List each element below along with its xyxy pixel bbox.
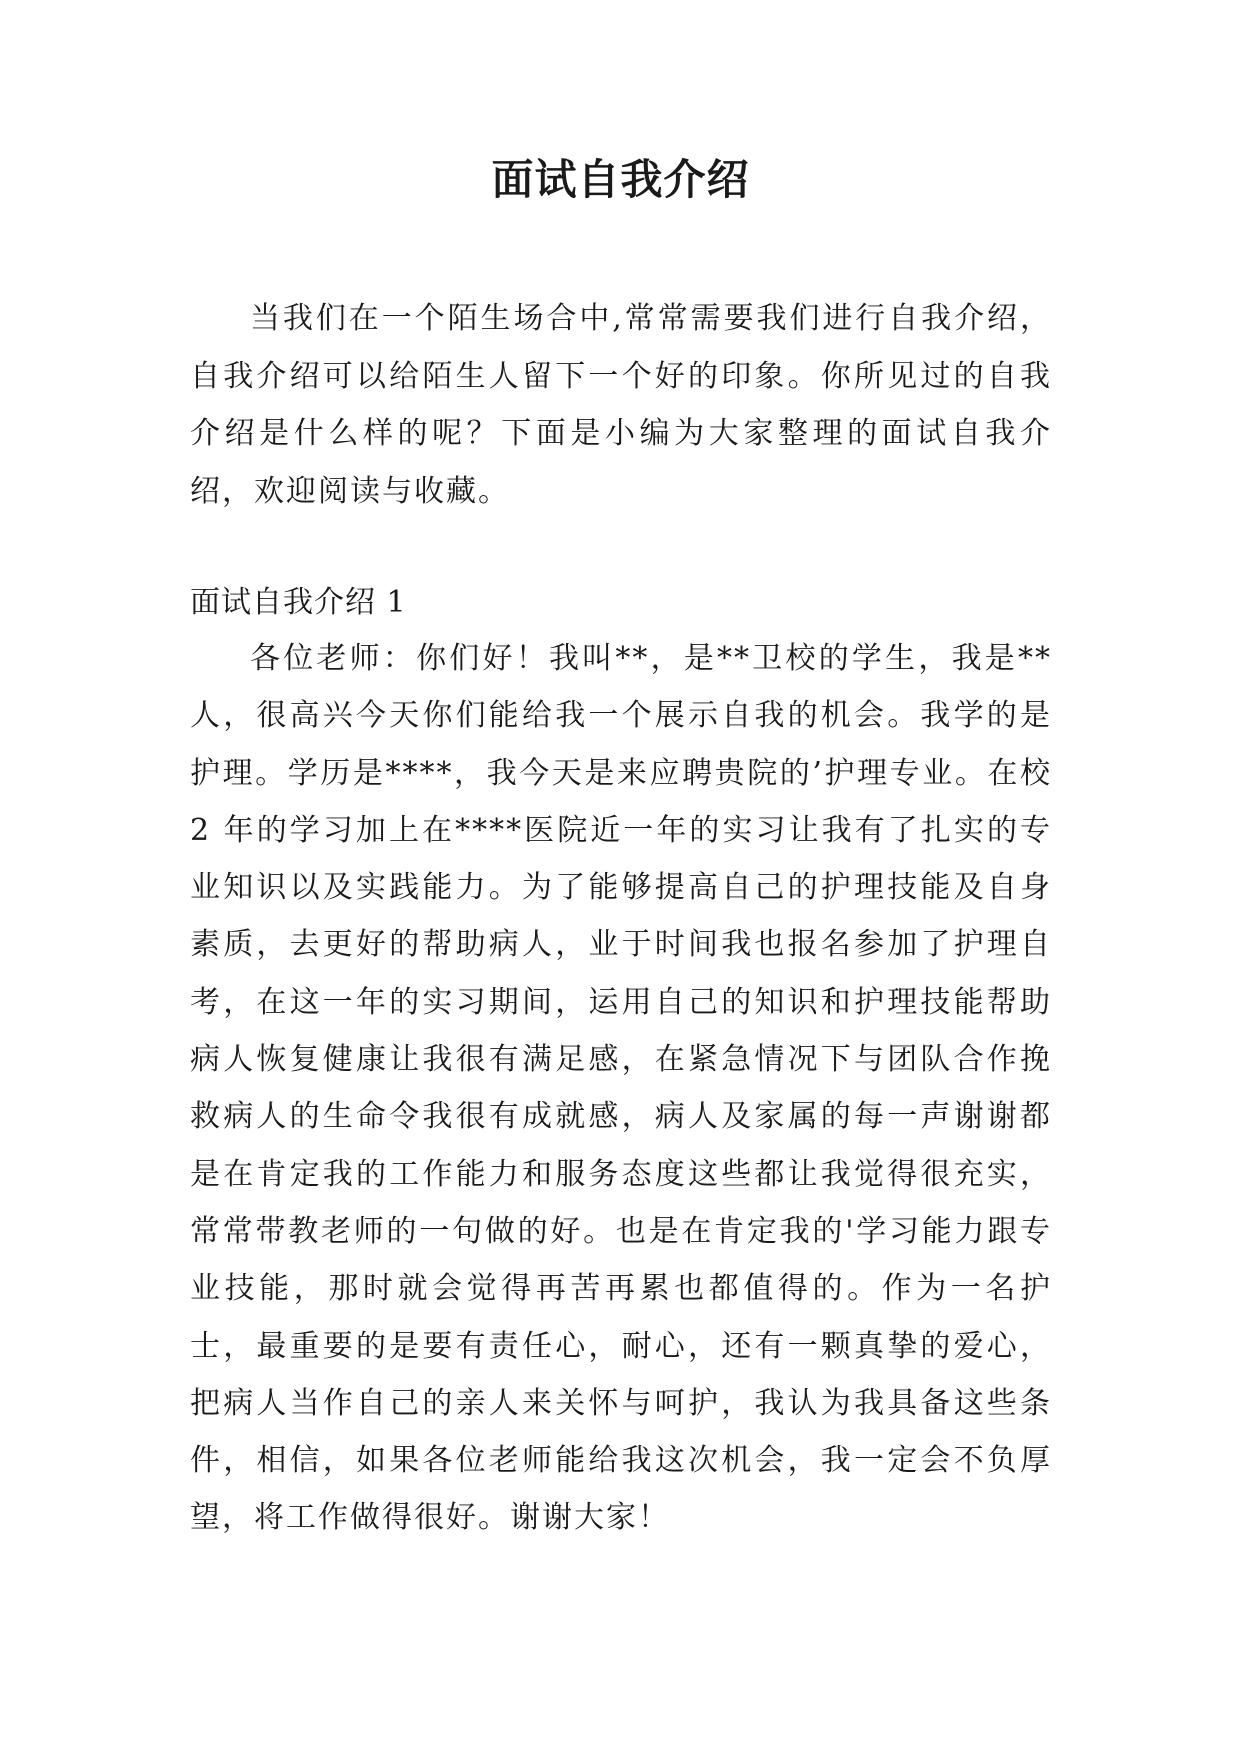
section-body-paragraph: 各位老师：你们好！我叫**，是**卫校的学生，我是**人，很高兴今天你们能给我一个展示自我的机会。我学的是护理。学历是****，我今天是来应聘贵院的’护理专业。在校 2 年的学习加上在****医院近一年的实习让我有了扎实的专业知识以及实践能力。为了能够提高自己的护理技能及自身素质，去更好的帮助病人，业于时间我也报名参加了护理自考，在这一年的实习期间，运用自己的知识和护理技能帮助病人恢复健康让我很有满足感，在紧急情况下与团队合作挽救病人的生命令我很有成就感，病人及家属的每一声谢谢都是在肯定我的工作能力和服务态度这些都让我觉得很充实，常常带教老师的一句做的好。也是在肯定我的'学习能力跟专业技能，那时就会觉得再苦再累也都值得的。作为一名护士，最重要的是要有责任心，耐心，还有一颗真挚的爱心，把病人当作自己的亲人来关怀与呵护，我认为我具备这些条件，相信，如果各位老师能给我这次机会，我一定会不负厚望，将工作做得很好。谢谢大家！ — [190, 641, 1052, 1536]
section-heading: 面试自我介绍 1 — [190, 585, 407, 620]
document-title: 面试自我介绍 — [491, 155, 750, 204]
intro-paragraph: 当我们在一个陌生场合中,常常需要我们进行自我介绍，自我介绍可以给陌生人留下一个好的印象。你所见过的自我介绍是什么样的呢？下面是小编为大家整理的面试自我介绍，欢迎阅读与收藏。 — [190, 301, 1052, 509]
